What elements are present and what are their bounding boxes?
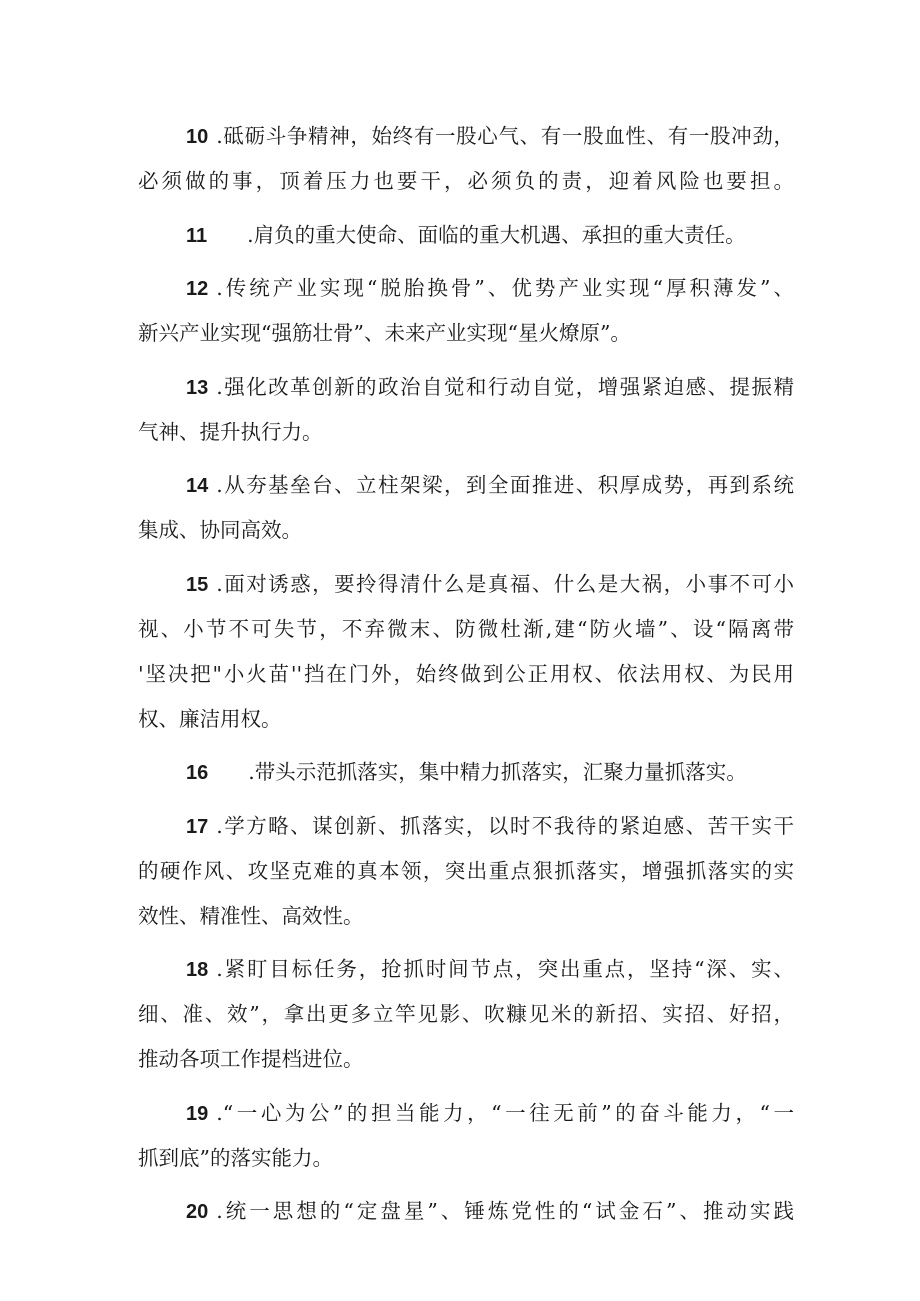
list-item-line [138, 266, 794, 311]
item-number: 14 [186, 475, 209, 497]
list-item-line [138, 1136, 794, 1181]
list-item-15 [138, 562, 794, 742]
item-text: .统一思想的“定盘星”、锤炼党性的“试金石”、推动实践 [216, 1199, 794, 1223]
item-text: 推动各项工作提档进位。 [138, 1047, 364, 1071]
item-text: .砥砺斗争精神，始终有一股心气、有一股血性、有一股冲劲， [216, 124, 794, 148]
list-item-10 [138, 114, 794, 204]
item-number: 13 [186, 376, 209, 399]
item-number: 18 [186, 959, 209, 981]
list-item-line [138, 159, 794, 204]
item-text: '坚决把"小火苗''挡在门外，始终做到公正用权、依法用权、为民用 [138, 661, 794, 686]
item-text: .面对诱惑，要拎得清什么是真福、什么是大祸，小事不可小 [216, 571, 794, 596]
item-number: 17 [186, 815, 209, 838]
list-item-16 [138, 750, 794, 795]
list-item-18 [138, 947, 794, 1082]
item-text: .从夯基垒台、立柱架梁，到全面推进、积厚成势，再到系统 [216, 473, 794, 497]
list-item-line [138, 750, 794, 795]
list-item-line [138, 894, 794, 939]
list-item-line [138, 1091, 794, 1136]
list-item-line [138, 213, 794, 258]
list-item-19 [138, 1091, 794, 1181]
item-text: 新兴产业实现“强筋壮骨”、未来产业实现“星火燎原”。 [138, 321, 631, 345]
list-item-line [138, 849, 794, 894]
list-item-line [138, 992, 794, 1037]
item-number: 11 [186, 224, 208, 247]
item-text: .“一心为公”的担当能力，“一往无前”的奋斗能力，“一 [216, 1100, 794, 1125]
list-item-line [138, 463, 794, 508]
item-text: .肩负的重大使命、面临的重大机遇、承担的重大责任。 [247, 222, 746, 247]
item-text: .学方略、谋创新、抓落实，以时不我待的紧迫感、苦干实干 [216, 813, 794, 838]
item-text: 细、准、效”，拿出更多立竿见影、吹糠见米的新招、实招、好招， [138, 1002, 794, 1026]
list-item-line [138, 311, 794, 356]
list-item-line [138, 652, 794, 697]
list-item-line [138, 1189, 794, 1234]
item-text: .传统产业实现“脱胎换骨”、优势产业实现“厚积薄发”、 [216, 276, 794, 300]
item-text: 视、小节不可失节，不弃微末、防微杜渐,建“防火墙”、设“隔离带 [138, 616, 794, 641]
list-item-line [138, 114, 794, 159]
list-item-11 [138, 213, 794, 258]
item-number: 20 [186, 1201, 209, 1223]
item-text: 权、廉洁用权。 [138, 706, 282, 731]
list-item-line [138, 410, 794, 455]
item-text: 抓到底”的落实能力。 [138, 1145, 333, 1170]
list-item-13 [138, 365, 794, 455]
list-item-line [138, 562, 794, 607]
item-text: 集成、协同高效。 [138, 518, 302, 542]
numbered-list [138, 114, 794, 1243]
list-item-line [138, 697, 794, 742]
item-number: 12 [186, 278, 209, 300]
item-text: .强化改革创新的政治自觉和行动自觉，增强紧迫感、提振精 [216, 374, 794, 399]
item-number: 16 [186, 762, 209, 784]
list-item-line [138, 947, 794, 992]
item-text: 必须做的事，顶着压力也要干，必须负的责，迎着风险也要担。 [138, 169, 794, 193]
item-text: .带头示范抓落实，集中精力抓落实，汇聚力量抓落实。 [248, 760, 747, 784]
item-number: 15 [186, 573, 209, 596]
item-text: 效性、精准性、高效性。 [138, 903, 364, 928]
list-item-line [138, 1037, 794, 1082]
list-item-line [138, 365, 794, 410]
list-item-line [138, 804, 794, 849]
item-number: 10 [186, 126, 209, 148]
list-item-17 [138, 804, 794, 939]
list-item-20 [138, 1189, 794, 1234]
item-text: 气神、提升执行力。 [138, 419, 323, 444]
list-item-line [138, 607, 794, 652]
item-text: 的硬作风、攻坚克难的真本领，突出重点狠抓落实，增强抓落实的实 [138, 858, 794, 883]
item-number: 19 [186, 1102, 209, 1125]
list-item-line [138, 508, 794, 553]
item-text: .紧盯目标任务，抢抓时间节点，突出重点，坚持“深、实、 [216, 957, 794, 981]
list-item-14 [138, 463, 794, 553]
list-item-12 [138, 266, 794, 356]
